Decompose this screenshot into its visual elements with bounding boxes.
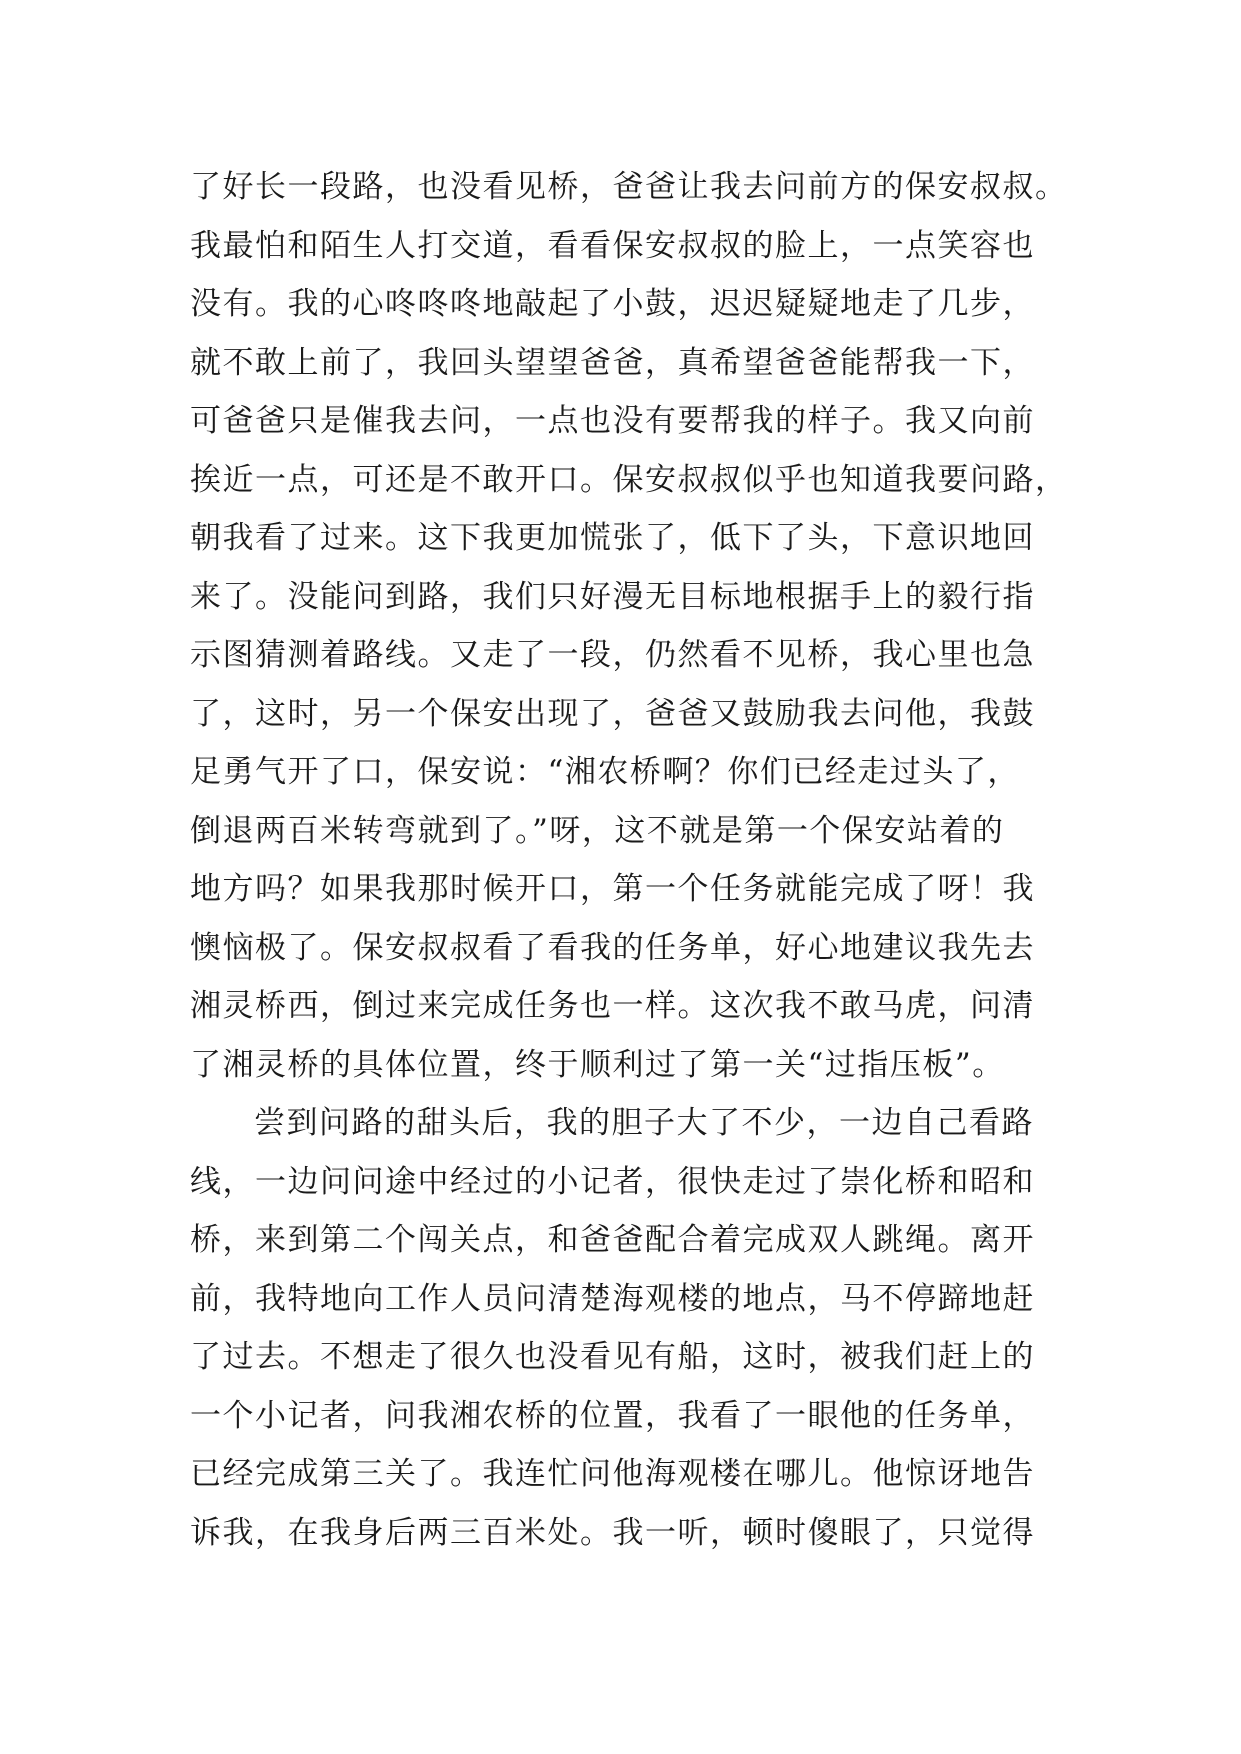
text-line: 可爸爸只是催我去问，一点也没有要帮我的样子。我又向前: [190, 403, 1035, 439]
paragraph-start-line: 尝到问路的甜头后，我的胆子大了不少，一边自己看路: [254, 1105, 1034, 1141]
text-line: 了过去。不想走了很久也没看见有船，这时，被我们赶上的: [190, 1339, 1035, 1375]
text-line: 来了。没能问到路，我们只好漫无目标地根据手上的毅行指: [190, 578, 1035, 615]
body-text: [190, 158, 1070, 1562]
text-line: 足勇气开了口，保安说：“湘农桥啊？你们已经走过头了，: [190, 754, 1020, 790]
text-line: 诉我，在我身后两三百米处。我一听，顿时傻眼了，只觉得: [190, 1514, 1035, 1551]
text-line: 了好长一段路，也没看见桥，爸爸让我去问前方的保安叔叔。: [190, 169, 1068, 205]
text-line: 了，这时，另一个保安出现了，爸爸又鼓励我去问他，我鼓: [190, 695, 1035, 732]
text-line: 挨近一点，可还是不敢开口。保安叔叔似乎也知道我要问路，: [190, 461, 1068, 498]
text-line: 已经完成第三关了。我连忙问他海观楼在哪儿。他惊讶地告: [190, 1456, 1035, 1492]
text-line: 前，我特地向工作人员问清楚海观楼的地点，马不停蹄地赶: [190, 1280, 1035, 1317]
text-line: 线，一边问问途中经过的小记者，很快走过了崇化桥和昭和: [190, 1163, 1035, 1200]
text-line: 就不敢上前了，我回头望望爸爸，真希望爸爸能帮我一下，: [190, 344, 1035, 381]
text-line: 地方吗？如果我那时候开口，第一个任务就能完成了呀！我: [190, 871, 1035, 907]
text-line: 朝我看了过来。这下我更加慌张了，低下了头，下意识地回: [190, 520, 1035, 556]
text-line: 没有。我的心咚咚咚地敲起了小鼓，迟迟疑疑地走了几步，: [190, 286, 1035, 322]
text-line: 桥，来到第二个闯关点，和爸爸配合着完成双人跳绳。离开: [190, 1222, 1035, 1258]
text-line: 倒退两百米转弯就到了。”呀，这不就是第一个保安站着的: [190, 812, 1005, 849]
text-line: 湘灵桥西，倒过来完成任务也一样。这次我不敢马虎，问清: [190, 988, 1035, 1024]
text-line: 一个小记者，问我湘农桥的位置，我看了一眼他的任务单，: [190, 1397, 1035, 1434]
text-line: 示图猜测着路线。又走了一段，仍然看不见桥，我心里也急: [190, 637, 1035, 673]
text-line: 我最怕和陌生人打交道，看看保安叔叔的脸上，一点笑容也: [190, 227, 1035, 264]
text-line: 懊恼极了。保安叔叔看了看我的任务单，好心地建议我先去: [190, 929, 1035, 966]
text-line: 了湘灵桥的具体位置，终于顺利过了第一关“过指压板”。: [190, 1046, 1005, 1083]
